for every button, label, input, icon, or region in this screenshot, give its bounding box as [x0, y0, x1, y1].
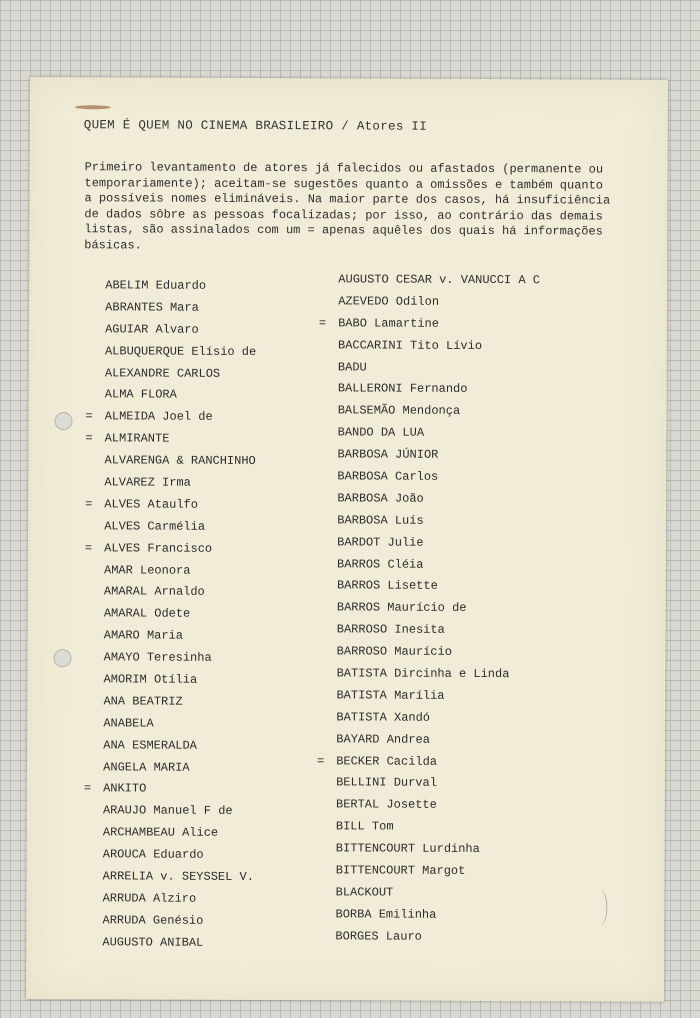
actor-name: AMAR Leonora: [104, 562, 191, 578]
list-item: [84, 669, 255, 692]
actor-name: ALEXANDRE CARLOS: [104, 365, 221, 381]
actor-name: ARAUJO Manuel F de: [102, 803, 233, 819]
actor-name: BAYARD Andrea: [336, 732, 430, 747]
actor-name: ALVAREZ Irma: [104, 475, 191, 490]
actor-name: ARRUDA Genésio: [102, 913, 204, 928]
actor-name: AGUIAR Alvaro: [105, 322, 199, 337]
actor-name: ALVARENGA & RANCHINHO: [104, 453, 256, 469]
punch-hole-top: [54, 412, 72, 430]
list-item: [317, 817, 538, 840]
list-item: [83, 910, 254, 933]
actor-name: BARROSO Inesita: [336, 622, 445, 638]
intro-line: temporariamente); aceitam-se sugestões quanto a omissões e também quanto: [84, 175, 604, 193]
intro-line: Primeiro levantamento de atores já falecidos ou afastados (permanente ou: [84, 160, 604, 177]
list-item: [84, 801, 255, 824]
list-item: [84, 647, 255, 670]
list-item: [317, 795, 538, 818]
list-item: [84, 713, 255, 736]
list-item: [85, 494, 256, 517]
actor-name: BARROS Maurício de: [336, 600, 467, 616]
info-mark: =: [85, 497, 93, 512]
list-item: [317, 641, 538, 664]
actor-name: BLACKOUT: [335, 885, 394, 900]
list-item: [318, 444, 539, 467]
document-title: QUEM É QUEM NO CINEMA BRASILEIRO / Atores II: [83, 118, 428, 134]
list-item: [85, 428, 256, 451]
actor-name: AMAYO Teresinha: [103, 650, 212, 665]
ink-smudge: [75, 105, 111, 109]
actor-name: BADU: [337, 359, 367, 375]
list-item: [86, 297, 257, 320]
actor-name: AMARO Maria: [103, 628, 183, 643]
actor-name: BALSEMÃO Mendonça: [337, 403, 461, 419]
list-item: [85, 625, 256, 648]
info-mark: =: [84, 540, 93, 555]
actor-name: AUGUSTO ANIBAL: [102, 935, 204, 950]
actor-name: AMORIM Otília: [103, 672, 198, 687]
list-item: [84, 757, 255, 780]
list-item: [319, 291, 540, 314]
list-item: [318, 554, 539, 577]
info-mark: =: [85, 409, 93, 424]
actor-name: BATISTA Xandó: [336, 710, 431, 725]
list-item: [317, 773, 538, 796]
actor-name: ARRELIA v. SEYSSEL V.: [102, 869, 254, 885]
actor-name: ALBUQUERQUE Elísio de: [104, 344, 257, 359]
actor-name: BARROS Lisette: [336, 578, 438, 594]
list-item: [85, 582, 256, 605]
list-item: [317, 838, 538, 861]
list-item: [317, 729, 538, 752]
actor-name: BARDOT Julie: [337, 535, 424, 550]
list-item: [86, 385, 257, 408]
list-item: [84, 691, 255, 714]
list-item: [316, 904, 537, 927]
actor-name: ARRUDA Alziro: [102, 891, 197, 906]
actor-name: ANA BEATRIZ: [103, 694, 183, 709]
info-mark: =: [316, 753, 325, 768]
actor-name: AMARAL Odete: [103, 606, 191, 622]
intro-paragraph: [84, 160, 644, 255]
list-item: [319, 313, 540, 336]
info-mark: =: [318, 316, 327, 331]
list-item: [85, 560, 256, 583]
list-item: [85, 538, 256, 561]
list-item: [318, 598, 539, 621]
list-item: [318, 488, 539, 511]
actor-name: BITTENCOURT Lurdinha: [335, 841, 480, 857]
info-mark: =: [85, 431, 93, 446]
list-item: [83, 932, 254, 955]
actor-name: ABELIM Eduardo: [105, 278, 207, 293]
actor-name: BATISTA Marília: [336, 688, 445, 703]
list-item: [318, 422, 539, 445]
actor-name: BARBOSA João: [337, 491, 424, 506]
list-item: [85, 604, 256, 627]
info-mark: =: [83, 781, 92, 796]
actor-name: BILL Tom: [335, 819, 394, 834]
list-item: [317, 707, 538, 730]
actor-name: ALVES Carmélia: [104, 519, 206, 534]
actor-name: ALMIRANTE: [104, 431, 170, 446]
actor-list-left: [83, 275, 256, 954]
actor-name: BARBOSA Carlos: [337, 469, 439, 484]
actor-name: BARBOSA JÚNIOR: [337, 447, 439, 462]
actor-name: ANA ESMERALDA: [103, 738, 197, 753]
list-item: [316, 860, 537, 883]
actor-name: ANKITO: [103, 781, 147, 796]
actor-name: BACCARINI Tito Lívio: [337, 338, 483, 353]
list-item: [83, 888, 254, 911]
intro-line: básicas.: [84, 237, 142, 252]
list-item: [319, 335, 540, 358]
actor-name: BARBOSA Luís: [337, 513, 424, 528]
list-item: [316, 926, 537, 949]
list-item: [86, 363, 257, 386]
intro-line: a possíveis nomes elimináveis. Na maior parte dos casos, há insuficiência: [84, 191, 611, 208]
actor-name: BORGES Lauro: [335, 929, 422, 944]
list-item: [319, 357, 540, 380]
list-item: [318, 532, 539, 555]
list-item: [83, 866, 254, 889]
actor-name: BITTENCOURT Margot: [335, 863, 466, 878]
list-item: [84, 779, 255, 802]
list-item: [318, 510, 539, 533]
list-item: [86, 275, 257, 298]
actor-list-right: [316, 269, 540, 949]
list-item: [317, 663, 538, 686]
list-item: [318, 401, 539, 424]
actor-name: AZEVEDO Odilon: [338, 294, 440, 309]
actor-name: BARROS Cléia: [337, 556, 424, 572]
actor-name: ALVES Ataulfo: [104, 497, 198, 512]
actor-name: BERTAL Josette: [335, 797, 437, 813]
list-item: [86, 341, 257, 364]
actor-name: ALVES Francisco: [104, 541, 213, 556]
list-item: [319, 269, 540, 292]
actor-name: BANDO DA LUA: [337, 425, 425, 440]
intro-line: listas, são assinalados com um = apenas aquêles dos quais há informações: [84, 222, 603, 239]
list-item: [317, 751, 538, 774]
actor-name: ALMA FLORA: [104, 387, 177, 403]
actor-name: BALLERONI Fernando: [337, 381, 468, 397]
list-item: [318, 620, 539, 643]
list-item: [84, 735, 255, 758]
list-item: [84, 844, 255, 867]
list-item: [85, 516, 256, 539]
list-item: [85, 407, 256, 430]
list-item: [86, 319, 257, 342]
actor-name: ANABELA: [103, 716, 154, 731]
list-item: [318, 466, 539, 489]
actor-name: AMARAL Arnaldo: [103, 584, 205, 600]
actor-name: BORBA Emilinha: [335, 907, 437, 922]
list-item: [85, 472, 256, 495]
actor-name: AROUCA Eduardo: [102, 847, 204, 862]
actor-name: BABO Lamartine: [338, 316, 439, 331]
actor-name: ARCHAMBEAU Alice: [102, 825, 219, 841]
intro-line: de dados sôbre as pessoas focalizadas; por isso, ao contrário das demais: [84, 206, 603, 224]
actor-name: BECKER Cacilda: [336, 753, 438, 769]
list-item: [85, 450, 256, 473]
document-sheet: [26, 77, 668, 1002]
list-item: [317, 685, 538, 708]
actor-name: ALMEIDA Joel de: [104, 409, 213, 425]
list-item: [84, 823, 255, 846]
actor-name: BARROSO Maurício: [336, 644, 452, 659]
list-item: [316, 882, 537, 905]
list-item: [319, 379, 540, 402]
pen-mark: [592, 889, 607, 925]
actor-name: AUGUSTO CESAR v. VANUCCI A C: [338, 272, 540, 288]
punch-hole-bottom: [53, 649, 71, 667]
actor-name: ABRANTES Mara: [105, 300, 199, 315]
actor-name: BELLINI Durval: [336, 775, 437, 791]
actor-name: BATISTA Dircinha e Linda: [336, 666, 510, 682]
list-item: [318, 576, 539, 599]
actor-name: ANGELA MARIA: [103, 759, 190, 775]
